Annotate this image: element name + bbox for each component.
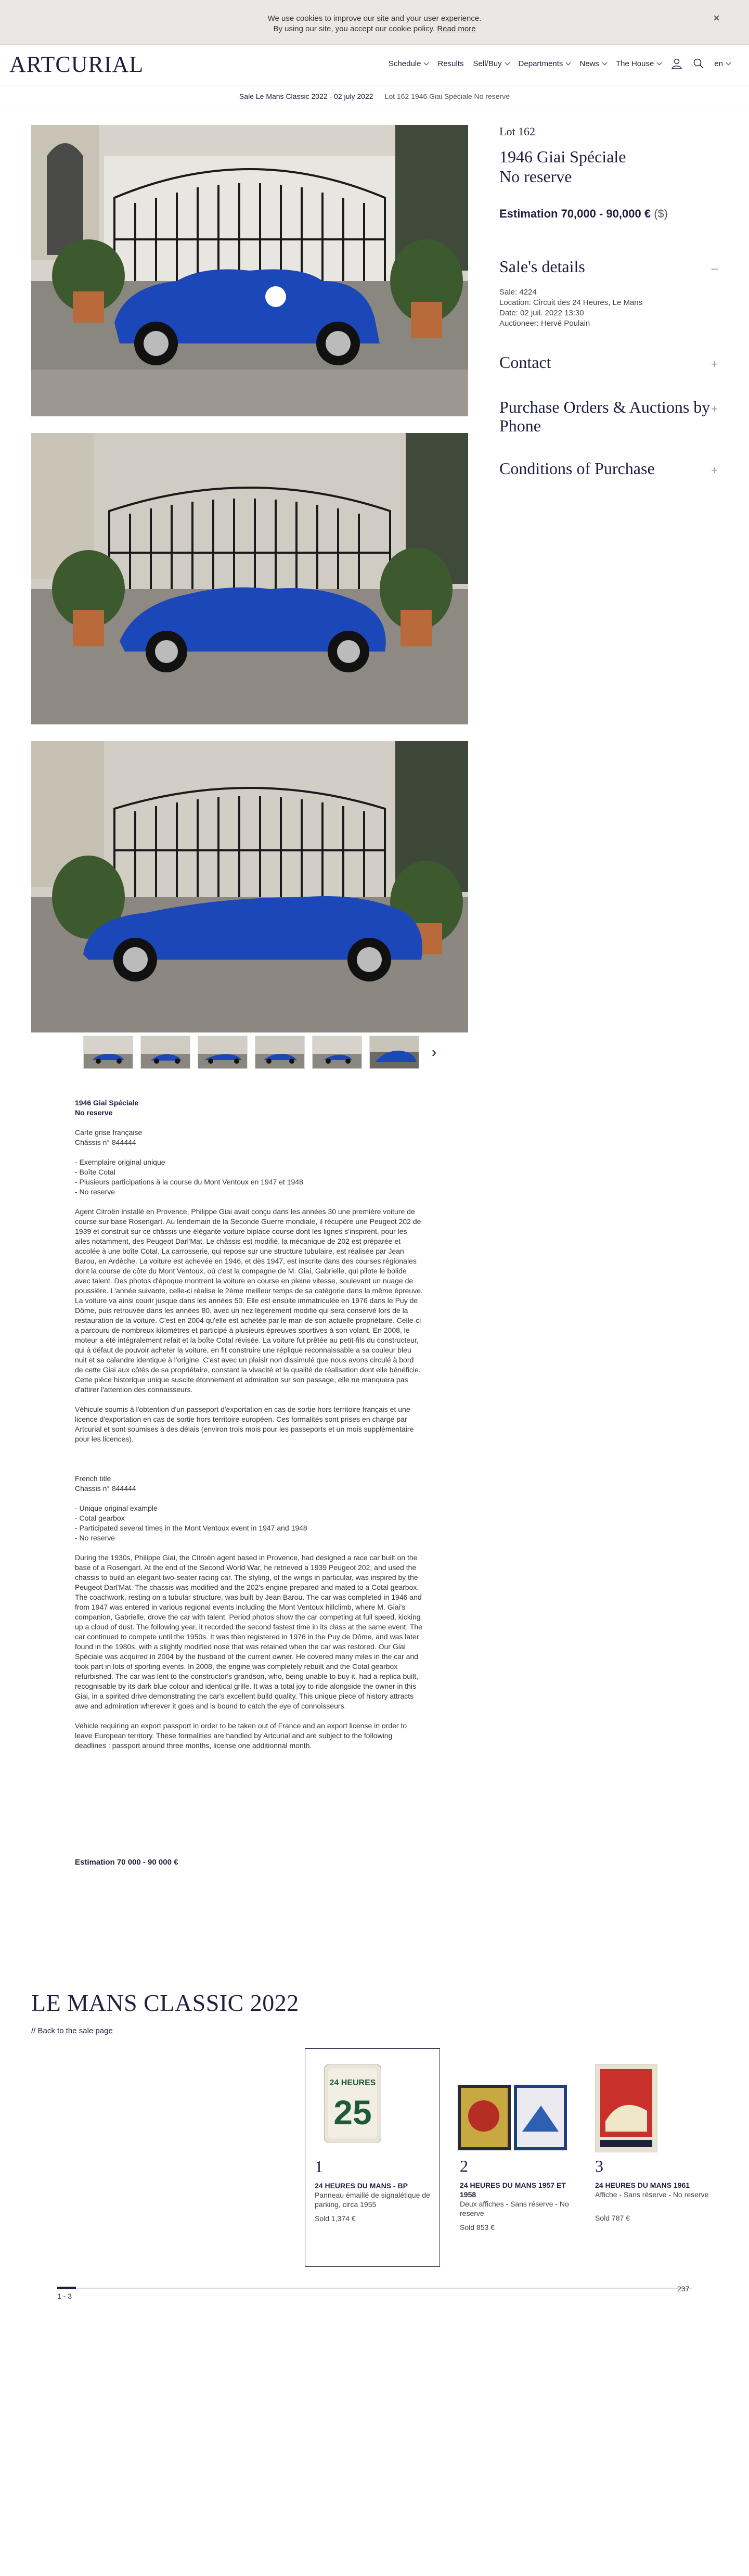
- breadcrumb-sale[interactable]: Sale Le Mans Classic 2022 - 02 july 2022: [239, 92, 373, 100]
- thumbnail[interactable]: [312, 1036, 362, 1069]
- lot-photo-2[interactable]: [31, 433, 468, 724]
- thumbnail-strip: [83, 1036, 436, 1069]
- language-selector[interactable]: [714, 59, 730, 68]
- enamel-sign-image: [324, 2064, 381, 2143]
- card-number: 1: [315, 2157, 323, 2176]
- minus-icon[interactable]: –: [711, 262, 718, 275]
- lot-number: Lot 162: [499, 125, 536, 138]
- chevron-down-icon: [726, 60, 731, 65]
- chevron-down-icon: [657, 60, 662, 65]
- cookie-line2: By using our site, you accept our cookie policy.: [273, 24, 435, 33]
- nav-label: The House: [615, 59, 654, 68]
- card-sold-price: Sold 787 €: [595, 2214, 630, 2222]
- cookie-text: [0, 14, 749, 34]
- back-to-sale-link[interactable]: Back to the sale page: [37, 2026, 113, 2035]
- desc-paragraph: Vehicle requiring an export passport in order to be taken out of France and an export license in order to leave European territory. These formalities are handled by Artcurial and are subject to the following deadlines : passport around three months, license one additionnal month.: [75, 1721, 407, 1750]
- plus-icon[interactable]: +: [711, 402, 718, 415]
- lot-title-line1: 1946 Giai Spéciale: [499, 147, 626, 166]
- card-subtitle: Deux affiches - Sans réserve - No reserve: [460, 2200, 569, 2217]
- lot-title-line2: No reserve: [499, 167, 572, 186]
- desc-bullet: - Plusieurs participations à la course du Mont Ventoux en 1947 et 1948: [75, 1178, 303, 1186]
- desc-bullet: - Cotal gearbox: [75, 1514, 125, 1522]
- lot-info-panel: [499, 125, 718, 480]
- poster-image: [595, 2064, 657, 2152]
- chevron-down-icon: [602, 60, 607, 65]
- currency-toggle[interactable]: ($): [654, 207, 668, 220]
- card-title: 24 HEURES DU MANS 1957 ET 1958: [460, 2181, 566, 2199]
- sale-details-section: [499, 257, 718, 329]
- lot-estimate: [499, 207, 718, 221]
- lot-photo-1[interactable]: [31, 125, 468, 416]
- desc-title: 1946 Giai Spéciale: [75, 1099, 139, 1107]
- site-header: [0, 45, 749, 85]
- card-subtitle: Panneau émaillé de signalétique de parking, circa 1955: [315, 2191, 430, 2209]
- sale-details-body: [499, 287, 718, 329]
- user-icon[interactable]: [670, 57, 683, 70]
- desc-paragraph: Agent Citroën installé en Provence, Philippe Giai avait conçu dans les années 30 une première voiture de course sur base Rosengart. Au lendemain de la Seconde Guerre mondiale, il récupère une Peugeot 202 de 1939 et construit sur ce châssis une élégante voiture biplace course dont les lignes s'inspirent, pour les ailes notamment, des Peugeot Darl'Mat. Le châssis est modifié, la mécanique de 202 est préparée et accolée à une boîte Cotal. La carrosserie, qui repose sur une structure tubulaire, est réalisée par Jean Barou, en Ardèche. La voiture est achevée en 1946, et dès 1947, est inscrite dans des courses régionales dont la course de côte du Mont Ventoux, où c'est la compagne de M. Giai, Gabrielle, qui pilote le bolide avec talent. Des photos d'époque montrent la voiture en course en pleine vitesse, soulevant un nuage de poussière. L'année suivante, celle-ci réalise le 2ème meilleur temps de sa catégorie dans la même épreuve. La voiture va ainsi courir jusque dans les années 50. Elle est ensuite immatriculée en 1976 dans le Puy de Dôme, puis retrouvée dans les années 80, avec un nez légèrement modifié qui sera conservé lors de la restauration de la voiture. C'est en 2004 qu'elle est achetée par le mari de son actuelle propriétaire. Celle-ci a parcouru de nombreux kilomètres et participé à plusieurs épreuves sportives à son volant. En 2008, le moteur a été intégralement refait et la boîte Cotal révisée. La voiture fut prêtée au petit-fils du constructeur, qui à défaut de pouvoir acheter la voiture, en fit construire une réplique reconnaissable a sa couleur bleu nuit et sa calandre identique à l'origine. C'est avec un plaisir non dissimulé que nous avons circulé à bord de cette Giai aux côtés de sa propriétaire, constant la vivacité et la qualité de réalisation dont elle bénéficie. Cette pièce historique unique suscite étonnement et admiration sur son passage, elle ne manquera pas d'attirer l'attention des connaisseurs.: [75, 1207, 423, 1394]
- car-photo-image: [31, 125, 468, 416]
- nav-schedule[interactable]: [389, 59, 429, 68]
- desc-bullet: - Boîte Cotal: [75, 1168, 115, 1176]
- cookie-banner: [0, 0, 749, 45]
- related-lot-card[interactable]: [450, 2048, 586, 2267]
- desc-bullet: - Participated several times in the Mont Ventoux event in 1947 and 1948: [75, 1524, 307, 1532]
- desc-en-chassis: Chassis n° 844444: [75, 1484, 136, 1493]
- card-number: 2: [460, 2157, 468, 2175]
- section-heading: Sale's details: [499, 257, 585, 276]
- search-icon[interactable]: [692, 57, 705, 70]
- nav-label: Schedule: [388, 59, 421, 68]
- chevron-down-icon: [566, 60, 571, 65]
- posters-image: [458, 2085, 567, 2150]
- section-heading: Purchase Orders & Auctions by Phone: [499, 398, 711, 435]
- thumbnail-image: [198, 1036, 248, 1069]
- thumbnail[interactable]: [255, 1036, 305, 1069]
- chevron-right-icon[interactable]: ›: [432, 1044, 437, 1060]
- related-lot-card[interactable]: [586, 2048, 721, 2267]
- sale-auctioneer: Auctioneer: Hervé Poulain: [499, 319, 590, 328]
- nav-the-house[interactable]: [616, 59, 661, 68]
- nav-sell-buy[interactable]: [473, 59, 509, 68]
- breadcrumb-lot: Lot 162 1946 Giai Spéciale No reserve: [384, 92, 510, 100]
- desc-bullet: - Exemplaire original unique: [75, 1158, 165, 1166]
- thumbnail[interactable]: [140, 1036, 190, 1069]
- car-photo-image: [31, 741, 468, 1032]
- back-prefix: //: [31, 2026, 38, 2035]
- scrollbar-thumb[interactable]: [57, 2287, 76, 2289]
- thumbnail[interactable]: [83, 1036, 133, 1069]
- car-photo-image: [31, 433, 468, 724]
- language-label: en: [714, 59, 723, 68]
- purchase-orders-section[interactable]: [499, 398, 718, 435]
- back-to-sale: [31, 2026, 113, 2035]
- desc-fr-chassis: Châssis n° 844444: [75, 1138, 136, 1146]
- close-icon[interactable]: ×: [713, 11, 720, 24]
- desc-paragraph: Véhicule soumis à l'obtention d'un passeport d'exportation en cas de sortie hors territoire français et une licence d'exportation en cas de sortie hors territoire européen. Ces formalités sont prises en charge par Artcurial et sont soumises à des délais (environ trois mois pour les passeports et un mois supplémentaire pour les licences).: [75, 1405, 414, 1443]
- nav-news[interactable]: [579, 59, 606, 68]
- related-sale-title: LE MANS CLASSIC 2022: [31, 1990, 299, 2016]
- lot-description: [75, 1098, 423, 1751]
- desc-bullet: - No reserve: [75, 1188, 115, 1196]
- nav-departments[interactable]: [519, 59, 571, 68]
- card-title: 24 HEURES DU MANS - BP: [315, 2182, 408, 2190]
- nav-label: Departments: [518, 59, 563, 68]
- breadcrumb: [0, 85, 749, 107]
- chevron-down-icon: [424, 60, 429, 65]
- nav-label: News: [579, 59, 599, 68]
- sign-number: 25: [333, 2093, 372, 2132]
- sale-date: Date: 02 juil. 2022 13:30: [499, 309, 584, 317]
- sale-number: Sale: 4224: [499, 288, 537, 297]
- section-heading: Contact: [499, 353, 551, 372]
- desc-fr-card: Carte grise française: [75, 1128, 143, 1137]
- thumbnail-image: [370, 1036, 419, 1069]
- chevron-down-icon: [505, 60, 510, 65]
- thumbnail-image: [313, 1036, 362, 1069]
- carousel-scrollbar[interactable]: [57, 2288, 692, 2289]
- nav-results[interactable]: [437, 59, 463, 68]
- desc-subtitle: No reserve: [75, 1108, 113, 1117]
- sign-text: 24 HEURES: [329, 2078, 376, 2087]
- card-sold-price: Sold 1,374 €: [315, 2214, 356, 2223]
- desc-paragraph: During the 1930s, Philippe Giai, the Citroën agent based in Provence, had designed a race car built on the base of a Rosengart. At the end of the Second World War, he retrieved a 1939 Peugeot 202, and used the chassis to build an elegant two-seater racing car. The styling, of the wings in particular, was inspired by the Peugeot Darl'Mat. The chassis was modified and the 202's engine prepared and mated to a Cotal gearbox. The coachwork, resting on a tubular structure, was built by Jean Barou. The car was completed in 1946 and from 1947 was entered in various regional events including the Mont Ventoux hillclimb, where M. Giai's companion, Gabrielle, drove the car with talent. Period photos show the car competing at full speed, kicking up a cloud of dust. The following year, it recorded the second fastest time in its class at the same event. The car continued to compete until the 1950s. It was then registered in 1976 in the Puy de Dôme, and was later found in the 1980s, with a slightly modified nose that was retained when the car was restored. Our Giai Spéciale was acquired in 2004 by the husband of the current owner. He covered many miles in the car and took part in lots of sporting events. In 2008, the engine was completely rebuilt and the Cotal gearbox refurbished. The car was lent to the constructor's grandson, who, being unable to buy it, had a replica built, recognisable by its dark blue colour and identical grille. It was a total joy to ride alongside the owner in this Giai, in a spirited drive demonstrating the car's excellent build quality. This unique piece of history attracts awe and admiration wherever it goes and is bound to catch the eye of connoisseurs.: [75, 1553, 422, 1710]
- thumbnail-image: [84, 1036, 133, 1069]
- cookie-read-more-link[interactable]: Read more: [437, 24, 476, 33]
- card-number: 3: [595, 2157, 603, 2175]
- desc-bullet: - Unique original example: [75, 1504, 158, 1512]
- desc-estimate: Estimation 70 000 - 90 000 €: [75, 1858, 178, 1867]
- section-heading: Conditions of Purchase: [499, 459, 655, 478]
- main-nav: [389, 57, 730, 70]
- cookie-line1: We use cookies to improve our site and your user experience.: [267, 14, 482, 23]
- plus-icon[interactable]: +: [711, 464, 718, 477]
- plus-icon[interactable]: +: [711, 358, 718, 371]
- thumbnail[interactable]: [369, 1036, 419, 1069]
- carousel-range: 1 - 3: [57, 2292, 72, 2300]
- thumbnail-image: [141, 1036, 190, 1069]
- related-lot-card[interactable]: [305, 2048, 440, 2267]
- card-sold-price: Sold 853 €: [460, 2223, 495, 2231]
- desc-bullet: - No reserve: [75, 1534, 115, 1542]
- artcurial-logo[interactable]: ARTCURIAL: [9, 52, 144, 77]
- contact-section[interactable]: [499, 353, 718, 374]
- lot-photo-3[interactable]: [31, 741, 468, 1032]
- nav-label: Results: [437, 59, 464, 68]
- sale-location: Location: Circuit des 24 Heures, Le Mans: [499, 298, 643, 307]
- thumbnail-image: [255, 1036, 305, 1069]
- conditions-section[interactable]: [499, 459, 718, 480]
- carousel-total: 237: [677, 2285, 690, 2293]
- thumbnail[interactable]: [198, 1036, 248, 1069]
- estimate-value: Estimation 70,000 - 90,000 €: [499, 207, 651, 220]
- card-title: 24 HEURES DU MANS 1961: [595, 2181, 690, 2189]
- card-subtitle: Affiche - Sans réserve - No reserve: [595, 2190, 709, 2199]
- desc-en-title: French title: [75, 1474, 111, 1483]
- sale-details-header[interactable]: [499, 257, 718, 278]
- nav-label: Sell/Buy: [473, 59, 502, 68]
- lot-title: [499, 147, 718, 186]
